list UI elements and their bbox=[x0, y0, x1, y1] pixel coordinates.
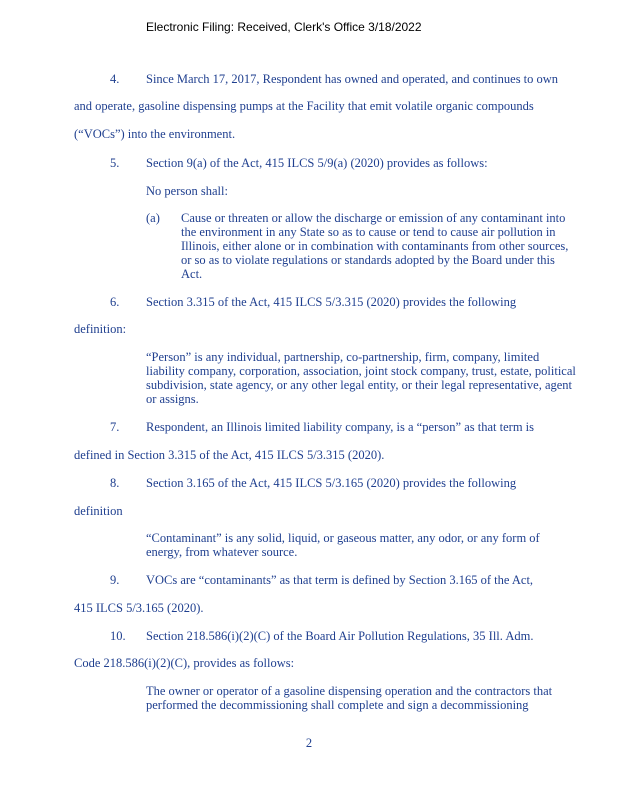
paragraph-8-line-1 bbox=[110, 476, 516, 490]
paragraph-7-line-2: defined in Section 3.315 of the Act, 415 ILCS 5/3.315 (2020). bbox=[74, 448, 385, 462]
paragraph-6-line-2: definition: bbox=[74, 322, 127, 336]
paragraph-7-line-1 bbox=[110, 420, 534, 434]
item-a-text: Cause or threaten or allow the discharge or emission of any contaminant into the environment in any State so as to cause or tend to cause air pollution in Illinois, either alone or in combination with contaminants from other sources, or so as to violate regulations or standards adopted by the Board under this Act. bbox=[181, 211, 569, 281]
paragraph-number: 5. bbox=[110, 156, 120, 170]
paragraph-text: Respondent, an Illinois limited liability company, is a “person” as that term is bbox=[146, 420, 535, 434]
paragraph-8-line-2: definition bbox=[74, 504, 123, 518]
item-a-label: (a) bbox=[146, 211, 160, 225]
person-definition: “Person” is any individual, partnership, co-partnership, firm, company, limited liability company, corporation, association, joint stock company, trust, estate, political subdivision, state agency, or any other legal entity, or their legal representative, agent or assigns. bbox=[146, 350, 576, 406]
paragraph-text: Section 3.315 of the Act, 415 ILCS 5/3.315 (2020) provides the following bbox=[146, 295, 517, 309]
paragraph-text: Section 9(a) of the Act, 415 ILCS 5/9(a) (2020) provides as follows: bbox=[146, 156, 488, 170]
no-person-shall: No person shall: bbox=[146, 184, 228, 198]
paragraph-10-line-1 bbox=[110, 629, 533, 643]
paragraph-number: 6. bbox=[110, 295, 120, 309]
owner-operator-text: The owner or operator of a gasoline dispensing operation and the contractors that performed the decommissioning shall complete and sign a decommissioning bbox=[146, 684, 553, 712]
paragraph-number: 7. bbox=[110, 420, 120, 434]
paragraph-6-line-1 bbox=[110, 295, 516, 309]
paragraph-text: VOCs are “contaminants” as that term is defined by Section 3.165 of the Act, bbox=[146, 573, 534, 587]
paragraph-9-line-1 bbox=[110, 573, 533, 587]
paragraph-text: Since March 17, 2017, Respondent has owned and operated, and continues to own bbox=[146, 72, 559, 86]
paragraph-10-line-2: Code 218.586(i)(2)(C), provides as follows: bbox=[74, 656, 295, 670]
paragraph-number: 9. bbox=[110, 573, 120, 587]
paragraph-4-line-3: (“VOCs”) into the environment. bbox=[74, 127, 236, 141]
contaminant-definition: “Contaminant” is any solid, liquid, or gaseous matter, any odor, or any form of energy, from whatever source. bbox=[146, 531, 540, 559]
page-number: 2 bbox=[305, 736, 313, 750]
paragraph-text: Section 3.165 of the Act, 415 ILCS 5/3.165 (2020) provides the following bbox=[146, 476, 517, 490]
paragraph-4-line-2: and operate, gasoline dispensing pumps at the Facility that emit volatile organic compounds bbox=[74, 99, 534, 113]
paragraph-number: 8. bbox=[110, 476, 120, 490]
paragraph-number: 10. bbox=[110, 629, 126, 643]
paragraph-5-line-1 bbox=[110, 156, 488, 170]
paragraph-4-line-1 bbox=[110, 72, 558, 86]
paragraph-text: Section 218.586(i)(2)(C) of the Board Air Pollution Regulations, 35 Ill. Adm. bbox=[146, 629, 534, 643]
filing-header: Electronic Filing: Received, Clerk's Office 3/18/2022 bbox=[146, 20, 422, 34]
paragraph-9-line-2: 415 ILCS 5/3.165 (2020). bbox=[74, 601, 204, 615]
paragraph-number: 4. bbox=[110, 72, 120, 86]
